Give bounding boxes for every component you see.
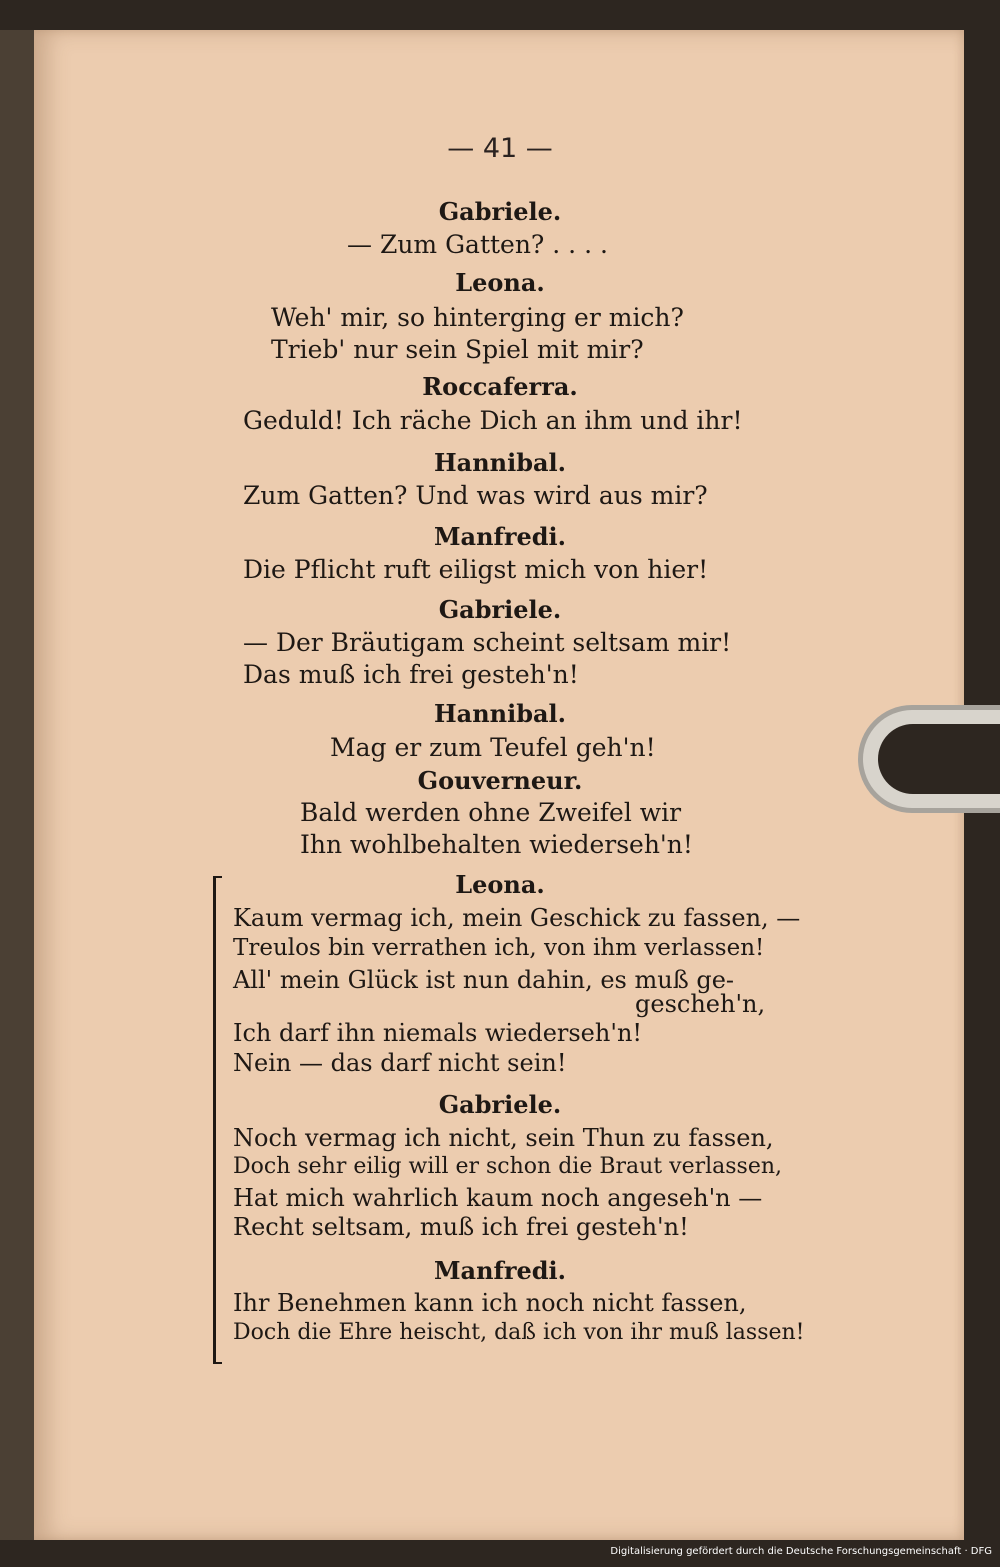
text-line: Mag er zum Teufel geh'n! <box>330 733 656 762</box>
speaker-name: Manfredi. <box>433 1256 567 1285</box>
speaker-name: Gabriele. <box>438 197 562 226</box>
speaker-name: Gabriele. <box>438 1090 562 1119</box>
text-line: All' mein Glück ist nun dahin, es muß ge- <box>233 966 735 994</box>
speaker-name: Roccaferra. <box>422 372 578 401</box>
speaker-name: Leona. <box>455 268 545 297</box>
text-line: Ihr Benehmen kann ich noch nicht fassen, <box>233 1289 747 1317</box>
text-line: Nein — das darf nicht sein! <box>233 1049 567 1077</box>
text-line: Hat mich wahrlich kaum noch angeseh'n — <box>233 1184 763 1212</box>
text-line: Weh' mir, so hinterging er mich? <box>271 303 684 332</box>
ensemble-bracket <box>213 876 222 1364</box>
text-line: Ich darf ihn niemals wiederseh'n! <box>233 1019 643 1047</box>
speaker-name: Hannibal. <box>433 699 567 728</box>
speaker-name: Manfredi. <box>433 522 567 551</box>
text-line: Das muß ich frei gesteh'n! <box>243 660 579 689</box>
text-line: Trieb' nur sein Spiel mit mir? <box>271 335 644 364</box>
text-line: Doch die Ehre heischt, daß ich von ihr muß lassen! <box>233 1320 805 1345</box>
speaker-name: Hannibal. <box>433 448 567 477</box>
text-line: Doch sehr eilig will er schon die Braut verlassen, <box>233 1154 783 1179</box>
text-line: Noch vermag ich nicht, sein Thun zu fassen, <box>233 1124 774 1152</box>
text-line: Die Pflicht ruft eiligst mich von hier! <box>243 555 709 584</box>
text-line: Ihn wohlbehalten wiederseh'n! <box>300 830 693 859</box>
page-number: — 41 — <box>447 133 553 164</box>
text-line: Recht seltsam, muß ich frei gesteh'n! <box>233 1213 689 1241</box>
text-line: Kaum vermag ich, mein Geschick zu fassen, — <box>233 904 801 932</box>
speaker-name: Leona. <box>455 870 545 899</box>
speaker-name: Gabriele. <box>438 595 562 624</box>
text-line: Geduld! Ich räche Dich an ihm und ihr! <box>243 406 743 435</box>
text-line: — Zum Gatten? . . . . <box>347 230 608 259</box>
digitization-credit: Digitalisierung gefördert durch die Deutsche Forschungsgemeinschaft · DFG <box>610 1546 992 1557</box>
speaker-name: Gouverneur. <box>417 766 583 795</box>
text-line: — Der Bräutigam scheint seltsam mir! <box>243 628 732 657</box>
text-line: Treulos bin verrathen ich, von ihm verlassen! <box>233 935 765 961</box>
text-line: gescheh'n, <box>635 990 766 1018</box>
text-line: Bald werden ohne Zweifel wir <box>300 798 682 827</box>
text-line: Zum Gatten? Und was wird aus mir? <box>243 481 708 510</box>
